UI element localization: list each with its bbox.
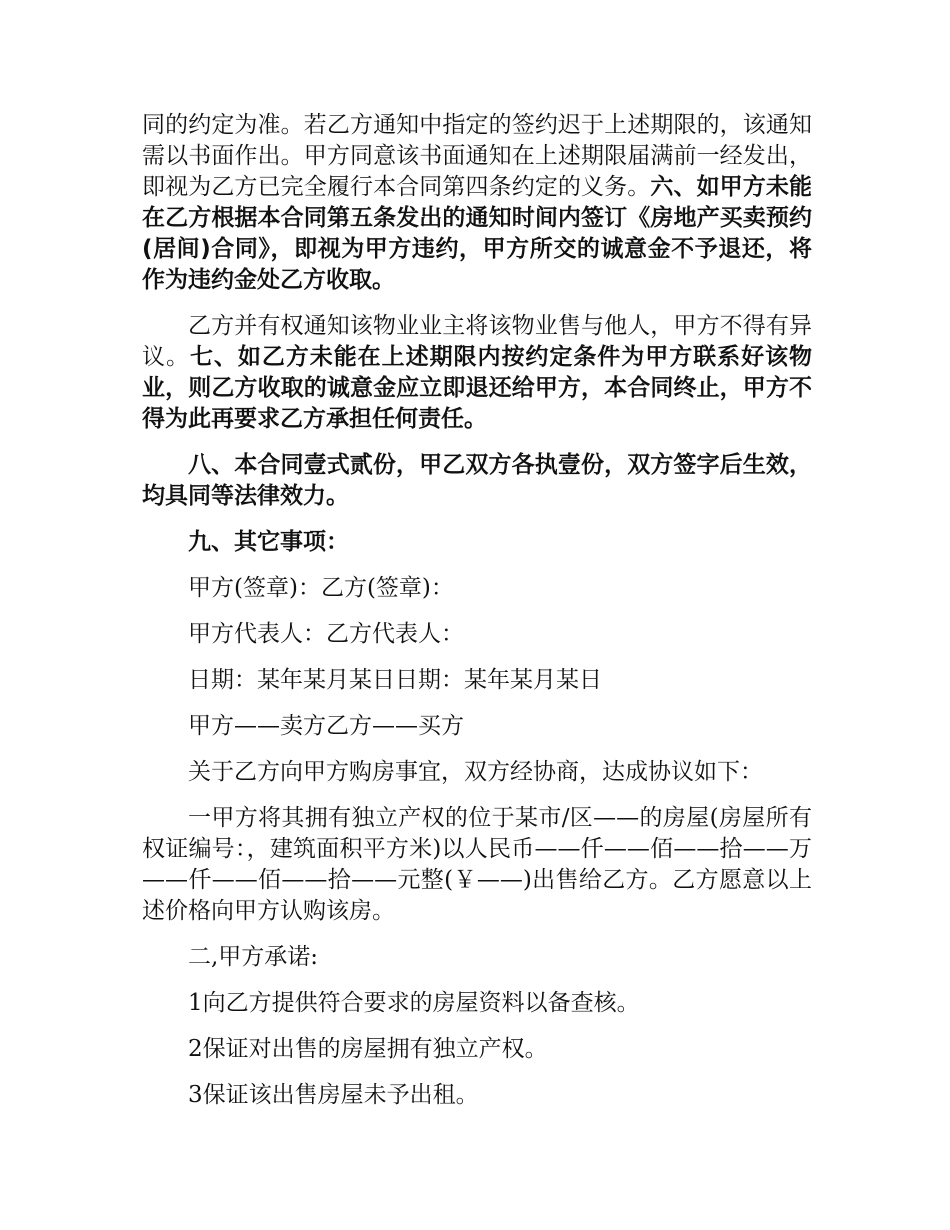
paragraph-text: 同的约定为准。若乙方通知中指定的签约迟于上述期限的，该通知需以书面作出。甲方同意该书面通知在上述期限届满前一经发出，即视为乙方已完全履行本合同第四条约定的义务。 (142, 112, 812, 200)
date-line: 日期：某年某月某日日期：某年某月某日 (188, 667, 602, 693)
paragraph-article-6 (142, 110, 812, 296)
agreement-intro: 关于乙方向甲方购房事宜，双方经协商，达成协议如下： (188, 759, 763, 785)
paragraph-article-7 (142, 311, 812, 435)
document-body (142, 110, 812, 1126)
promise-item-3: 3保证该出售房屋未予出租。 (188, 1082, 479, 1108)
promise-item-1: 1向乙方提供符合要求的房屋资料以备查核。 (188, 990, 640, 1016)
article-7-bold-text: 七、如乙方未能在上述期限内按约定条件为甲方联系好该物业，则乙方收取的诚意金应立即退还给甲方，本合同终止，甲方不得为此再要求乙方承担任何责任。 (142, 344, 813, 432)
signature-line: 甲方(签章)：乙方(签章)： (188, 575, 454, 601)
clause-2-heading: 二,甲方承诺: (188, 944, 319, 970)
paragraph-text: 乙方并有权通知该物业业主将该物业售与他人，甲方不得有异议。 (142, 313, 812, 370)
article-6-bold-text: 六、如甲方未能在乙方根据本合同第五条发出的通知时间内签订《房地产买卖预约(居间)合同》，即视为甲方违约，甲方所交的诚意金不予退还，将作为违约金处乙方收取。 (142, 174, 813, 293)
clause-1-sale: 一甲方将其拥有独立产权的位于某市/区——的房屋(房屋所有权证编号：，建筑面积平方米)以人民币——仟——佰——拾——万——仟——佰——拾——元整(￥——)出售给乙方。乙方愿意以上述价格向甲方认购该房。 (142, 805, 812, 924)
representative-line: 甲方代表人：乙方代表人： (188, 621, 464, 647)
promise-item-2: 2保证对出售的房屋拥有独立产权。 (188, 1036, 548, 1062)
paragraph-article-9: 九、其它事项： (188, 529, 349, 555)
paragraph-article-8: 八、本合同壹式贰份，甲乙双方各执壹份，双方签字后生效，均具同等法律效力。 (142, 452, 812, 509)
parties-line: 甲方——卖方乙方——买方 (188, 713, 464, 739)
